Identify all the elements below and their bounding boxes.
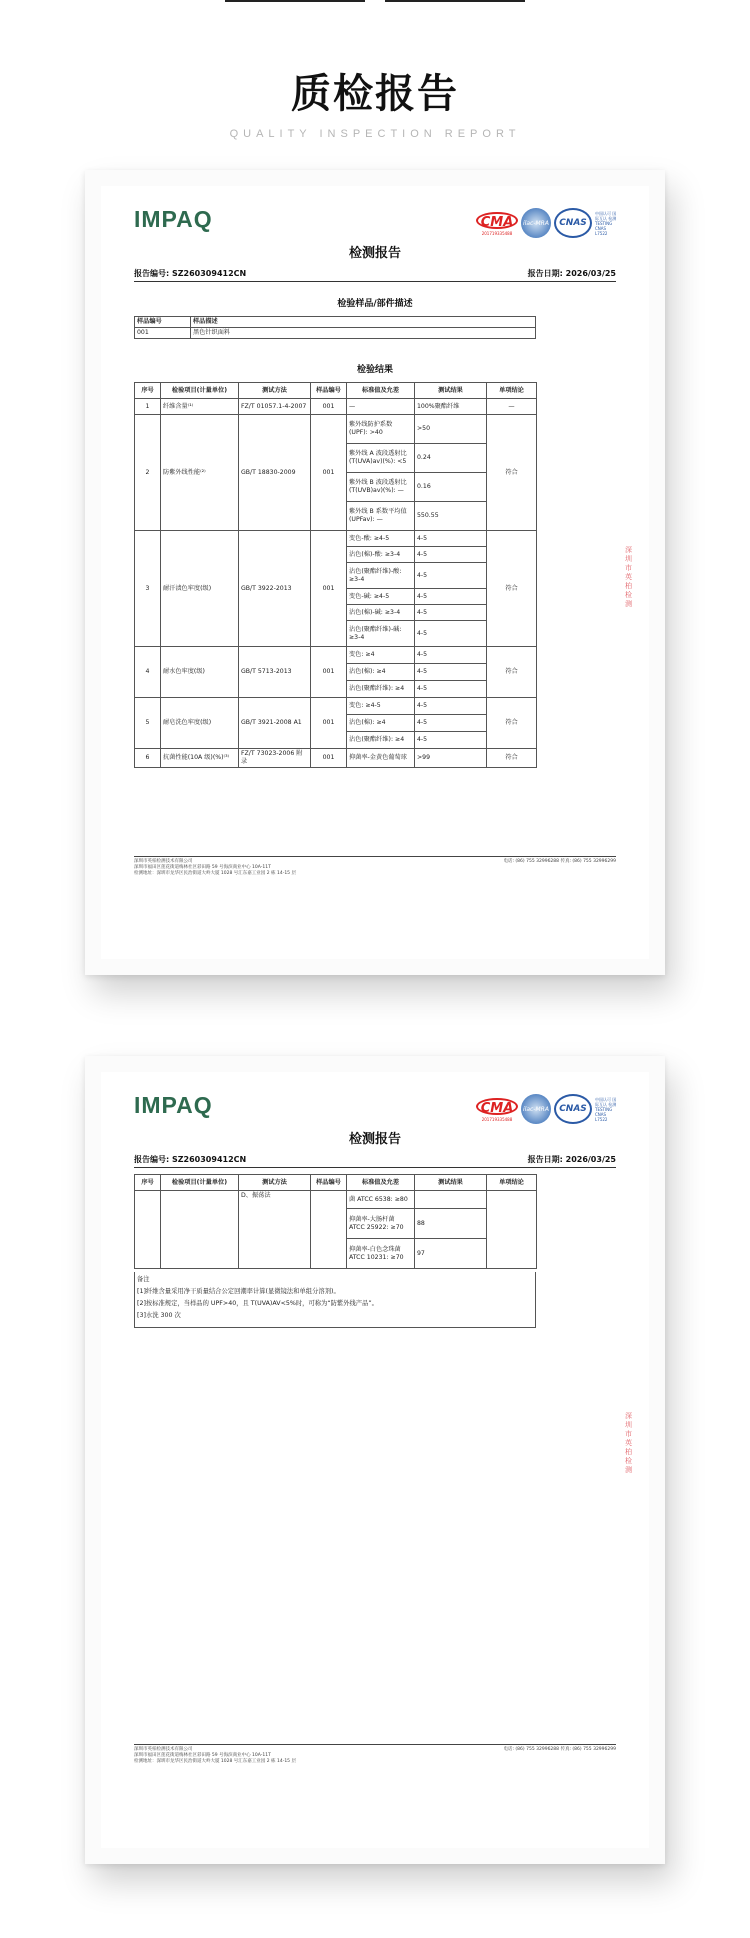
- cnas-icon: CNAS: [554, 1094, 592, 1124]
- report-date: 报告日期: 2026/03/25: [527, 269, 616, 278]
- table-row: 3 耐汗渍色牢度(级) GB/T 3922-2013 001 变色-酸: ≥4-5 4-5 符合: [135, 531, 537, 547]
- sample-desc: 黑色针织面料: [191, 328, 536, 339]
- page-title: 质检报告: [291, 71, 459, 117]
- note-2: [2]按标准规定，当样品的 UPF>40，且 T(UVA)AV<5%时，可称为“防紫外线产品”。: [137, 1300, 378, 1307]
- report-footer: [134, 1744, 616, 1765]
- impaq-logo: IMPAQ: [134, 1092, 213, 1118]
- header-method: 测试方法: [239, 383, 311, 399]
- footer-address: 深圳市英柏检测技术有限公司 深圳市福田区莲花街道梅林社区彩田路 59 号海滨商业中心 10A-11T 检测地址：深圳市龙华区民治街道大岭大厦 1028 号汇东嘉工业园 2 栋 14-15 层: [134, 1747, 296, 1764]
- notes-heading: 备注: [137, 1276, 150, 1283]
- footer-contact: 电话: (86) 755 32996288 传真: (86) 755 32996299: [503, 859, 616, 864]
- table-row: 1 纤维含量⁽¹⁾ FZ/T 01057.1-4-2007 001 — 100%聚酯纤维 —: [135, 399, 537, 415]
- results-header-row: [135, 383, 537, 399]
- report-title: 检测报告: [348, 1132, 401, 1147]
- sample-header-desc: 样品描述: [191, 317, 536, 328]
- table-row: 5 耐皂洗色牢度(级) GB/T 3921-2008 A1 001 变色: ≥4-5 4-5 符合: [135, 698, 537, 715]
- certification-logos: [476, 206, 619, 240]
- cma-mark-icon: CMA 201719335488: [476, 212, 518, 234]
- report-page-2: [131, 1092, 632, 1828]
- certification-logos: [476, 1092, 619, 1126]
- top-divider-left: [225, 0, 365, 2]
- results-header-row: 序号 检验项目(计量单位) 测试方法 样品编号 标准值及允差 测试结果 单项结论: [135, 1175, 537, 1191]
- note-3: [3]水洗 300 次: [137, 1312, 181, 1319]
- top-divider-right: [385, 0, 525, 2]
- cnas-icon: CNAS: [554, 208, 592, 238]
- report-footer: [134, 856, 616, 877]
- sample-section-title: 检验样品/部件描述: [337, 299, 413, 309]
- cnas-text: 中国认可 国际互认 检测 TESTING CNAS L7522: [595, 1096, 617, 1122]
- result-section-title: 检验结果: [356, 365, 393, 375]
- report-date: 报告日期: 2026/03/25: [527, 1155, 616, 1164]
- sample-table: [134, 316, 536, 339]
- footer-contact: 电话: (86) 755 32996288 传真: (86) 755 32996299: [503, 1747, 616, 1752]
- ilac-mra-icon: ilac-MRA: [521, 1094, 551, 1124]
- report-meta: [134, 268, 616, 282]
- table-row: D、振荡法 菌 ATCC 6538: ≥80: [135, 1191, 537, 1209]
- cnas-text: 中国认可 国际互认 检测 TESTING CNAS L7522: [595, 210, 617, 236]
- header-standard: 标准值及允差: [347, 383, 415, 399]
- report-number: 报告编号: SZ260309412CN: [134, 269, 247, 278]
- footer-address: 深圳市英柏检测技术有限公司 深圳市福田区莲花街道梅林社区彩田路 59 号海滨商业中心 10A-11T 检测地址：深圳市龙华区民治街道大岭大厦 1028 号汇东嘉工业园 2 栋 14-15 层: [134, 859, 296, 876]
- table-row: 6 抗菌性能(10A 级)(%)⁽³⁾ FZ/T 73023-2006 附录 001 抑菌率-金黄色葡萄球 >99 符合: [135, 749, 537, 768]
- cma-mark-icon: CMA 201719335488: [476, 1098, 518, 1120]
- sample-no: 001: [135, 328, 191, 339]
- report-title: 检测报告: [348, 246, 401, 261]
- results-table: 序号 检验项目(计量单位) 测试方法 样品编号 标准值及允差 测试结果 单项结论 1 纤维含量⁽¹⁾ FZ/T 01057.1-4-2007 001 — 100%聚酯纤维 — 2 防紫外线性能⁽²⁾ GB/T 18830-2009 001 紫外线防护系数 (UPF): >40 >50 符合 紫外线 A 波段透射比 (T(UVA)av)(%): <5 0.24 紫外线 B 波段透射比 (T(UVB)av)(%): — 0.16 紫外线 B 系数平均值 (UPFav): — 550.55 3 耐汗渍色牢度(级) GB/T 3922-2013 001 变色-酸: ≥4-5 4-5 符合 沾色(棉)-酸: ≥3-4 4-5 沾色(聚酯纤维)-酸: ≥3-4 4-5 变色-碱: ≥4-5 4-5 沾色(棉)-碱: ≥3-4 4-5 沾色(聚酯纤维)-碱: ≥3-4 4-5 4 耐水色牢度(级) GB/T 5713-2013 001 变色: ≥4 4-5 符合 沾色(棉): ≥4 4-5 沾色(聚酯纤维): ≥4 4-5 5 耐皂洗色牢度(级) GB/T 3921-2008 A1 001 变色: ≥4-5 4-5 符合 沾色(棉): ≥4 4-5 沾色(聚酯纤维): ≥4 4-5 6 抗菌性能(10A 级)(%)⁽³⁾ FZ/T 73023-2006 附录 001 抑菌率-金黄色葡萄球 >99 符合: [134, 382, 537, 768]
- impaq-logo: IMPAQ: [134, 206, 213, 232]
- header-item: 检验项目(计量单位): [161, 383, 239, 399]
- header-sample: 样品编号: [311, 383, 347, 399]
- report-page-1: [131, 206, 632, 939]
- notes-box: [134, 1272, 536, 1328]
- table-row: 4 耐水色牢度(级) GB/T 5713-2013 001 变色: ≥4 4-5 符合: [135, 647, 537, 664]
- note-1: [1]纤维含量采用净干质量结合公定回潮率计算(显微镜法和单组分溶剂)。: [137, 1288, 340, 1295]
- certificate-frame-2: [85, 1056, 665, 1864]
- ilac-mra-icon: ilac-MRA: [521, 208, 551, 238]
- table-row: 2 防紫外线性能⁽²⁾ GB/T 18830-2009 001 紫外线防护系数 (UPF): >40 >50 符合: [135, 415, 537, 444]
- results-table-continued: 序号 检验项目(计量单位) 测试方法 样品编号 标准值及允差 测试结果 单项结论 D、振荡法 菌 ATCC 6538: ≥80 抑菌率-大肠杆菌 ATCC 25922: ≥70 88 抑菌率-白色念珠菌 ATCC 10231: ≥70 97: [134, 1174, 537, 1269]
- sample-header-no: 样品编号: [135, 317, 191, 328]
- company-stamp: 深圳市英柏检测: [625, 1412, 632, 1474]
- report-number: 报告编号: SZ260309412CN: [134, 1155, 247, 1164]
- certificate-frame-1: [85, 170, 665, 975]
- header-verdict: 单项结论: [487, 383, 537, 399]
- header-no: 序号: [135, 383, 161, 399]
- header-result: 测试结果: [415, 383, 487, 399]
- report-meta: [134, 1154, 616, 1168]
- company-stamp: 深圳市英柏检测: [625, 546, 632, 608]
- page-subtitle: QUALITY INSPECTION REPORT: [229, 128, 521, 140]
